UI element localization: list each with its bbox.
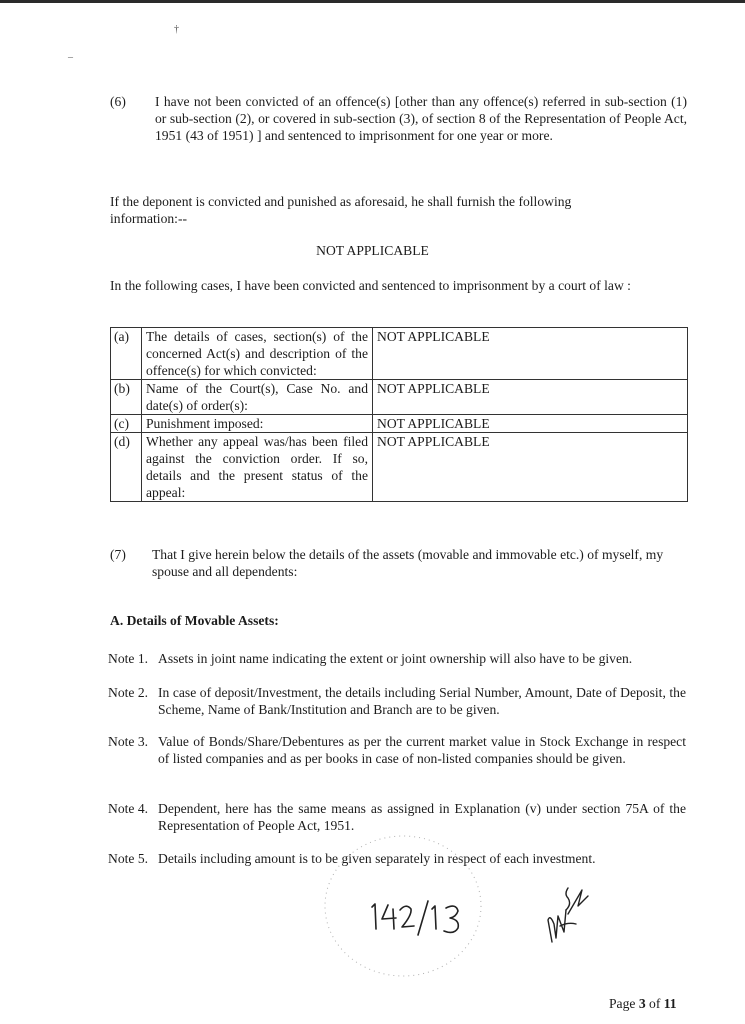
row-label: (a) [111,328,142,380]
row-description: Name of the Court(s), Case No. and date(s) of order(s): [142,380,373,415]
row-value: NOT APPLICABLE [373,328,688,380]
scan-mark: – [68,52,73,63]
page-total: 11 [663,996,677,1011]
note-label: Note 5. [108,851,149,866]
page-prefix: Page [609,996,639,1011]
para7-number: (7) [110,547,126,562]
row-description: Punishment imposed: [142,415,373,433]
deponent-text: If the deponent is convicted and punished as aforesaid, he shall furnish the following information:-- [110,194,572,226]
para6-text: I have not been convicted of an offence(s) [other than any offence(s) referred in sub-section (1) or sub-section (2), or covered in sub-section (3), of section 8 of the Representation of People Act, 1951 (43 of 1951) ] and sentenced to imprisonment for one year or more. [155,94,687,143]
row-value: NOT APPLICABLE [373,380,688,415]
table-row [111,415,688,433]
row-description: Whether any appeal was/has been filed against the conviction order. If so, details and the present status of the appeal: [142,433,373,502]
note-text: Assets in joint name indicating the extent or joint ownership will also have to be given. [158,651,633,666]
handwritten-number [366,895,476,945]
row-label: (b) [111,380,142,415]
row-description: The details of cases, section(s) of the concerned Act(s) and description of the offence(s) for which convicted: [142,328,373,380]
section-a-heading: A. Details of Movable Assets: [110,613,279,628]
page-number [609,996,677,1012]
page-current: 3 [638,996,646,1011]
note-text: Details including amount is to be given separately in respect of each investment. [158,851,596,866]
note-label: Note 2. [108,685,149,700]
table-row [111,380,688,415]
note-label: Note 3. [108,734,149,749]
table-row [111,328,688,380]
note-text: In case of deposit/Investment, the details including Serial Number, Amount, Date of Deposit, the Scheme, Name of Bank/Institution and Branch are to be given. [158,685,686,717]
note-label: Note 1. [108,651,149,666]
cases-intro: In the following cases, I have been convicted and sentenced to imprisonment by a court of law : [110,278,631,293]
row-value: NOT APPLICABLE [373,415,688,433]
conviction-table [110,327,688,502]
scan-top-edge [0,0,745,3]
para6-number: (6) [110,94,126,109]
note-label: Note 4. [108,801,149,816]
note-text: Value of Bonds/Share/Debentures as per the current market value in Stock Exchange in respect of listed companies and as per books in case of non-listed companies should be given. [158,734,686,766]
para7-text: That I give herein below the details of the assets (movable and immovable etc.) of myself, my spouse and all dependents: [152,547,664,579]
row-label: (c) [111,415,142,433]
not-applicable-heading: NOT APPLICABLE [316,243,429,258]
row-label: (d) [111,433,142,502]
page-middle: of [645,996,664,1011]
note-text: Dependent, here has the same means as assigned in Explanation (v) under section 75A of the Representation of People Act, 1951. [158,801,686,833]
row-value: NOT APPLICABLE [373,433,688,502]
table-row [111,433,688,502]
scan-mark: † [174,24,179,35]
signature [538,880,598,952]
